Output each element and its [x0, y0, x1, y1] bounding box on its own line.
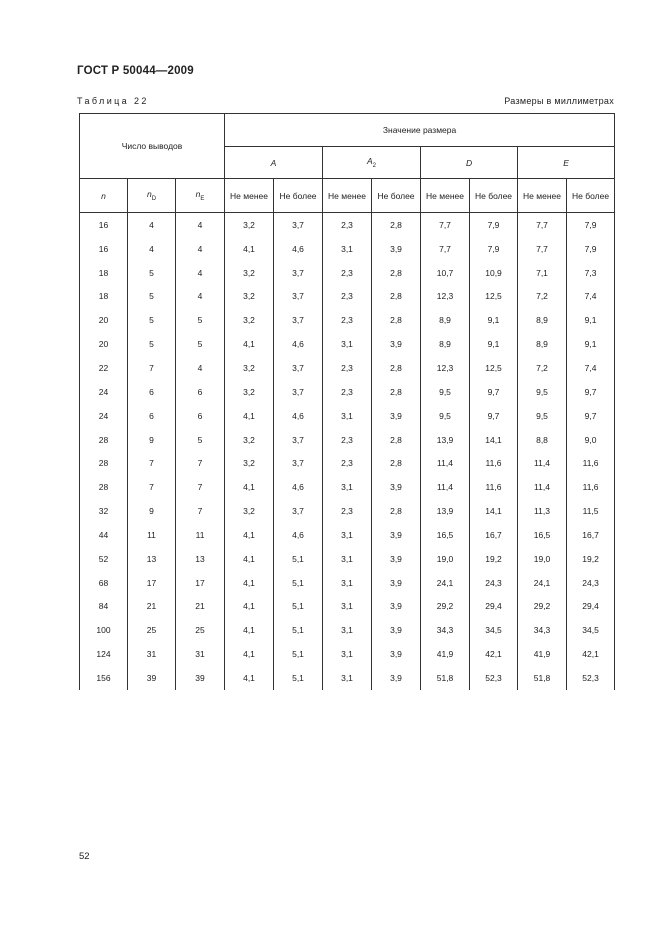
table-cell: 124	[80, 642, 128, 666]
table-cell: 22	[80, 356, 128, 380]
table-cell: 2,8	[372, 499, 421, 523]
table-cell: 3,1	[323, 642, 372, 666]
table-cell: 17	[176, 571, 225, 595]
table-cell: 16	[80, 237, 128, 261]
header-max: Не более	[274, 179, 323, 213]
table-cell: 7	[176, 451, 225, 475]
table-cell: 11	[128, 523, 176, 547]
table-cell: 3,9	[372, 595, 421, 619]
table-cell: 5	[128, 285, 176, 309]
table-cell: 31	[128, 642, 176, 666]
table-cell: 7,7	[518, 213, 567, 237]
table-cell: 28	[80, 451, 128, 475]
table-cell: 29,2	[421, 595, 470, 619]
table-cell: 16,5	[518, 523, 567, 547]
table-cell: 3,2	[225, 380, 274, 404]
header-dimension	[518, 147, 615, 179]
table-cell: 4	[176, 285, 225, 309]
table-cell: 7	[128, 451, 176, 475]
table-cell: 7	[128, 475, 176, 499]
table-cell: 9,5	[421, 380, 470, 404]
header-min: Не менее	[421, 179, 470, 213]
table-cell: 6	[128, 380, 176, 404]
table-cell: 3,2	[225, 451, 274, 475]
table-cell: 4,1	[225, 571, 274, 595]
header-dimension	[225, 147, 323, 179]
table-cell: 4,6	[274, 475, 323, 499]
table-cell: 6	[128, 404, 176, 428]
table-cell: 20	[80, 308, 128, 332]
table-cell: 24,3	[470, 571, 518, 595]
table-cell: 51,8	[518, 666, 567, 690]
table-cell: 16,7	[567, 523, 615, 547]
table-cell: 156	[80, 666, 128, 690]
table-row	[80, 547, 615, 571]
table-cell: 9,1	[470, 308, 518, 332]
table-cell: 3,9	[372, 571, 421, 595]
table-cell: 28	[80, 428, 128, 452]
table-cell: 8,8	[518, 428, 567, 452]
table-cell: 100	[80, 618, 128, 642]
header-pin-count: Число выводов	[80, 114, 225, 179]
table-cell: 4,1	[225, 642, 274, 666]
table-cell: 68	[80, 571, 128, 595]
table-cell: 52,3	[567, 666, 615, 690]
table-cell: 34,5	[470, 618, 518, 642]
symbol-letter: A	[270, 157, 277, 168]
table-cell: 5,1	[274, 642, 323, 666]
table-cell: 4	[128, 213, 176, 237]
table-cell: 2,8	[372, 451, 421, 475]
table-cell: 9,0	[567, 428, 615, 452]
table-cell: 8,9	[518, 332, 567, 356]
symbol-letter: n	[146, 189, 152, 199]
table-cell: 19,2	[567, 547, 615, 571]
table-cell: 2,3	[323, 380, 372, 404]
table-cell: 3,2	[225, 261, 274, 285]
table-cell: 7,7	[518, 237, 567, 261]
header-pin-column	[128, 179, 176, 213]
table-cell: 52	[80, 547, 128, 571]
table-cell: 34,3	[518, 618, 567, 642]
table-cell: 3,9	[372, 618, 421, 642]
table-cell: 13	[176, 547, 225, 571]
table-cell: 3,1	[323, 595, 372, 619]
table-row	[80, 261, 615, 285]
table-cell: 9	[128, 428, 176, 452]
table-cell: 2,3	[323, 428, 372, 452]
table-cell: 5,1	[274, 595, 323, 619]
table-cell: 2,3	[323, 451, 372, 475]
table-cell: 7	[176, 475, 225, 499]
table-cell: 3,7	[274, 285, 323, 309]
table-cell: 12,5	[470, 356, 518, 380]
table-cell: 29,4	[567, 595, 615, 619]
table-cell: 2,8	[372, 428, 421, 452]
table-cell: 3,2	[225, 499, 274, 523]
table-cell: 4,1	[225, 547, 274, 571]
table-cell: 41,9	[421, 642, 470, 666]
table-cell: 3,2	[225, 213, 274, 237]
table-cell: 7,1	[518, 261, 567, 285]
table-cell: 25	[176, 618, 225, 642]
table-cell: 3,2	[225, 356, 274, 380]
table-cell: 5	[128, 332, 176, 356]
symbol-letter: E	[563, 157, 569, 168]
table-cell: 5,1	[274, 571, 323, 595]
table-cell: 7,9	[470, 237, 518, 261]
table-row	[80, 237, 615, 261]
table-cell: 6	[176, 404, 225, 428]
table-cell: 7,7	[421, 237, 470, 261]
table-cell: 3,2	[225, 285, 274, 309]
table-cell: 4,1	[225, 237, 274, 261]
table-cell: 19,0	[421, 547, 470, 571]
table-cell: 5,1	[274, 547, 323, 571]
table-row	[80, 595, 615, 619]
table-cell: 9,5	[518, 380, 567, 404]
header-pin-column	[80, 179, 128, 213]
table-cell: 4,1	[225, 523, 274, 547]
table-cell: 3,1	[323, 237, 372, 261]
table-cell: 4,1	[225, 595, 274, 619]
table-cell: 24,1	[421, 571, 470, 595]
table-cell: 4,1	[225, 618, 274, 642]
table-cell: 9	[128, 499, 176, 523]
table-cell: 7,2	[518, 285, 567, 309]
table-cell: 2,3	[323, 499, 372, 523]
table-cell: 4,6	[274, 404, 323, 428]
table-row	[80, 618, 615, 642]
table-cell: 19,0	[518, 547, 567, 571]
table-cell: 11,4	[518, 451, 567, 475]
table-row	[80, 404, 615, 428]
header-min: Не менее	[225, 179, 274, 213]
page-number: 52	[79, 851, 90, 862]
table-cell: 4	[176, 356, 225, 380]
table-cell: 10,7	[421, 261, 470, 285]
table-cell: 84	[80, 595, 128, 619]
table-cell: 11,3	[518, 499, 567, 523]
table-cell: 21	[176, 595, 225, 619]
table-cell: 4,1	[225, 666, 274, 690]
table-cell: 13,9	[421, 428, 470, 452]
table-cell: 5	[176, 332, 225, 356]
table-cell: 4	[176, 213, 225, 237]
table-cell: 9,7	[567, 380, 615, 404]
table-cell: 28	[80, 475, 128, 499]
table-cell: 8,9	[421, 308, 470, 332]
table-cell: 4,6	[274, 237, 323, 261]
table-cell: 2,8	[372, 285, 421, 309]
table-cell: 2,8	[372, 308, 421, 332]
table-row	[80, 428, 615, 452]
symbol-subscript: D	[151, 196, 157, 202]
table-cell: 4,1	[225, 404, 274, 428]
table-cell: 2,3	[323, 356, 372, 380]
table-cell: 2,3	[323, 261, 372, 285]
table-cell: 7,9	[567, 237, 615, 261]
symbol-letter: n	[195, 189, 201, 199]
table-row	[80, 380, 615, 404]
table-row	[80, 523, 615, 547]
table-cell: 3,1	[323, 666, 372, 690]
symbol-subscript: 2	[372, 163, 377, 169]
table-cell: 5	[128, 261, 176, 285]
table-row	[80, 308, 615, 332]
table-cell: 3,7	[274, 261, 323, 285]
table-cell: 14,1	[470, 428, 518, 452]
table-cell: 44	[80, 523, 128, 547]
table-cell: 10,9	[470, 261, 518, 285]
table-cell: 3,9	[372, 404, 421, 428]
table-label: Таблица 22	[77, 96, 149, 106]
table-row	[80, 642, 615, 666]
table-row	[80, 285, 615, 309]
table-row	[80, 499, 615, 523]
table-cell: 39	[176, 666, 225, 690]
table-cell: 5	[176, 308, 225, 332]
table-cell: 21	[128, 595, 176, 619]
header-size-value: Значение размера	[225, 114, 615, 147]
table-cell: 7	[176, 499, 225, 523]
table-cell: 25	[128, 618, 176, 642]
table-cell: 16,5	[421, 523, 470, 547]
table-cell: 11,4	[518, 475, 567, 499]
table-cell: 3,1	[323, 404, 372, 428]
table-cell: 4,6	[274, 523, 323, 547]
header-min: Не менее	[518, 179, 567, 213]
table-cell: 7	[128, 356, 176, 380]
table-cell: 4	[128, 237, 176, 261]
header-max: Не более	[372, 179, 421, 213]
table-cell: 3,9	[372, 666, 421, 690]
table-cell: 16,7	[470, 523, 518, 547]
table-cell: 3,9	[372, 642, 421, 666]
header-dimension	[323, 147, 421, 179]
table-cell: 7,7	[421, 213, 470, 237]
table-cell: 3,1	[323, 332, 372, 356]
table-cell: 31	[176, 642, 225, 666]
table-cell: 3,1	[323, 475, 372, 499]
table-cell: 9,1	[567, 332, 615, 356]
table-cell: 2,8	[372, 356, 421, 380]
table-cell: 4,6	[274, 332, 323, 356]
table-cell: 13,9	[421, 499, 470, 523]
table-cell: 2,3	[323, 285, 372, 309]
table-cell: 24	[80, 380, 128, 404]
table-cell: 3,7	[274, 308, 323, 332]
table-cell: 9,1	[470, 332, 518, 356]
table-cell: 2,8	[372, 380, 421, 404]
table-cell: 12,3	[421, 285, 470, 309]
header-dimension	[421, 147, 518, 179]
table-cell: 3,7	[274, 213, 323, 237]
table-cell: 14,1	[470, 499, 518, 523]
table-cell: 9,7	[470, 380, 518, 404]
table-cell: 2,3	[323, 308, 372, 332]
table-cell: 39	[128, 666, 176, 690]
table-cell: 17	[128, 571, 176, 595]
table-cell: 11	[176, 523, 225, 547]
table-row	[80, 451, 615, 475]
table-cell: 3,9	[372, 523, 421, 547]
table-cell: 11,4	[421, 451, 470, 475]
table-cell: 12,3	[421, 356, 470, 380]
table-cell: 29,4	[470, 595, 518, 619]
table-cell: 7,9	[567, 213, 615, 237]
table-cell: 4,1	[225, 332, 274, 356]
table-cell: 4,1	[225, 475, 274, 499]
table-cell: 8,9	[518, 308, 567, 332]
table-cell: 11,6	[470, 451, 518, 475]
table-cell: 2,8	[372, 213, 421, 237]
header-min: Не менее	[323, 179, 372, 213]
header-max: Не более	[567, 179, 615, 213]
table-cell: 9,5	[518, 404, 567, 428]
table-cell: 3,7	[274, 380, 323, 404]
table-cell: 9,7	[470, 404, 518, 428]
symbol-letter: D	[465, 157, 473, 168]
symbol-subscript: E	[200, 196, 205, 202]
table-cell: 3,9	[372, 332, 421, 356]
table-cell: 3,9	[372, 237, 421, 261]
table-cell: 3,7	[274, 451, 323, 475]
table-cell: 11,6	[567, 475, 615, 499]
table-cell: 7,2	[518, 356, 567, 380]
symbol-letter: A	[367, 156, 373, 166]
table-cell: 3,9	[372, 547, 421, 571]
table-cell: 4	[176, 237, 225, 261]
table-cell: 32	[80, 499, 128, 523]
table-cell: 20	[80, 332, 128, 356]
table-cell: 3,1	[323, 618, 372, 642]
header-pin-column	[176, 179, 225, 213]
table-row	[80, 571, 615, 595]
table-cell: 7,9	[470, 213, 518, 237]
table-cell: 7,4	[567, 285, 615, 309]
table-cell: 24,3	[567, 571, 615, 595]
table-cell: 34,3	[421, 618, 470, 642]
units-label: Размеры в миллиметрах	[504, 96, 614, 106]
document-title: ГОСТ Р 50044—2009	[77, 65, 194, 77]
table-cell: 2,8	[372, 261, 421, 285]
table-cell: 6	[176, 380, 225, 404]
table-cell: 9,1	[567, 308, 615, 332]
table-cell: 11,4	[421, 475, 470, 499]
symbol-letter: n	[101, 190, 106, 201]
table-cell: 16	[80, 213, 128, 237]
table-cell: 7,4	[567, 356, 615, 380]
table-cell: 8,9	[421, 332, 470, 356]
table-cell: 11,6	[567, 451, 615, 475]
table-cell: 18	[80, 261, 128, 285]
header-max: Не более	[470, 179, 518, 213]
table-cell: 11,5	[567, 499, 615, 523]
table-cell: 11,6	[470, 475, 518, 499]
table-cell: 12,5	[470, 285, 518, 309]
table-cell: 42,1	[567, 642, 615, 666]
table-cell: 3,2	[225, 428, 274, 452]
table-row	[80, 666, 615, 690]
table-cell: 3,1	[323, 571, 372, 595]
table-cell: 18	[80, 285, 128, 309]
table-cell: 24	[80, 404, 128, 428]
table-cell: 42,1	[470, 642, 518, 666]
table-cell: 2,3	[323, 213, 372, 237]
table-cell: 41,9	[518, 642, 567, 666]
table-cell: 29,2	[518, 595, 567, 619]
table-row	[80, 475, 615, 499]
table-cell: 19,2	[470, 547, 518, 571]
table-cell: 3,7	[274, 499, 323, 523]
table-row	[80, 356, 615, 380]
table-cell: 3,9	[372, 475, 421, 499]
table-cell: 9,7	[567, 404, 615, 428]
table-cell: 4	[176, 261, 225, 285]
table-cell: 5	[128, 308, 176, 332]
table-cell: 52,3	[470, 666, 518, 690]
table-cell: 3,7	[274, 428, 323, 452]
table-cell: 5	[176, 428, 225, 452]
table-cell: 3,7	[274, 356, 323, 380]
table-cell: 51,8	[421, 666, 470, 690]
table-row	[80, 332, 615, 356]
table-row	[80, 213, 615, 237]
table-cell: 24,1	[518, 571, 567, 595]
table-cell: 3,2	[225, 308, 274, 332]
table-cell: 5,1	[274, 666, 323, 690]
table-cell: 3,1	[323, 523, 372, 547]
table-cell: 3,1	[323, 547, 372, 571]
table-cell: 34,5	[567, 618, 615, 642]
dimensions-table	[79, 113, 615, 690]
table-cell: 9,5	[421, 404, 470, 428]
table-cell: 5,1	[274, 618, 323, 642]
table-cell: 7,3	[567, 261, 615, 285]
table-cell: 13	[128, 547, 176, 571]
